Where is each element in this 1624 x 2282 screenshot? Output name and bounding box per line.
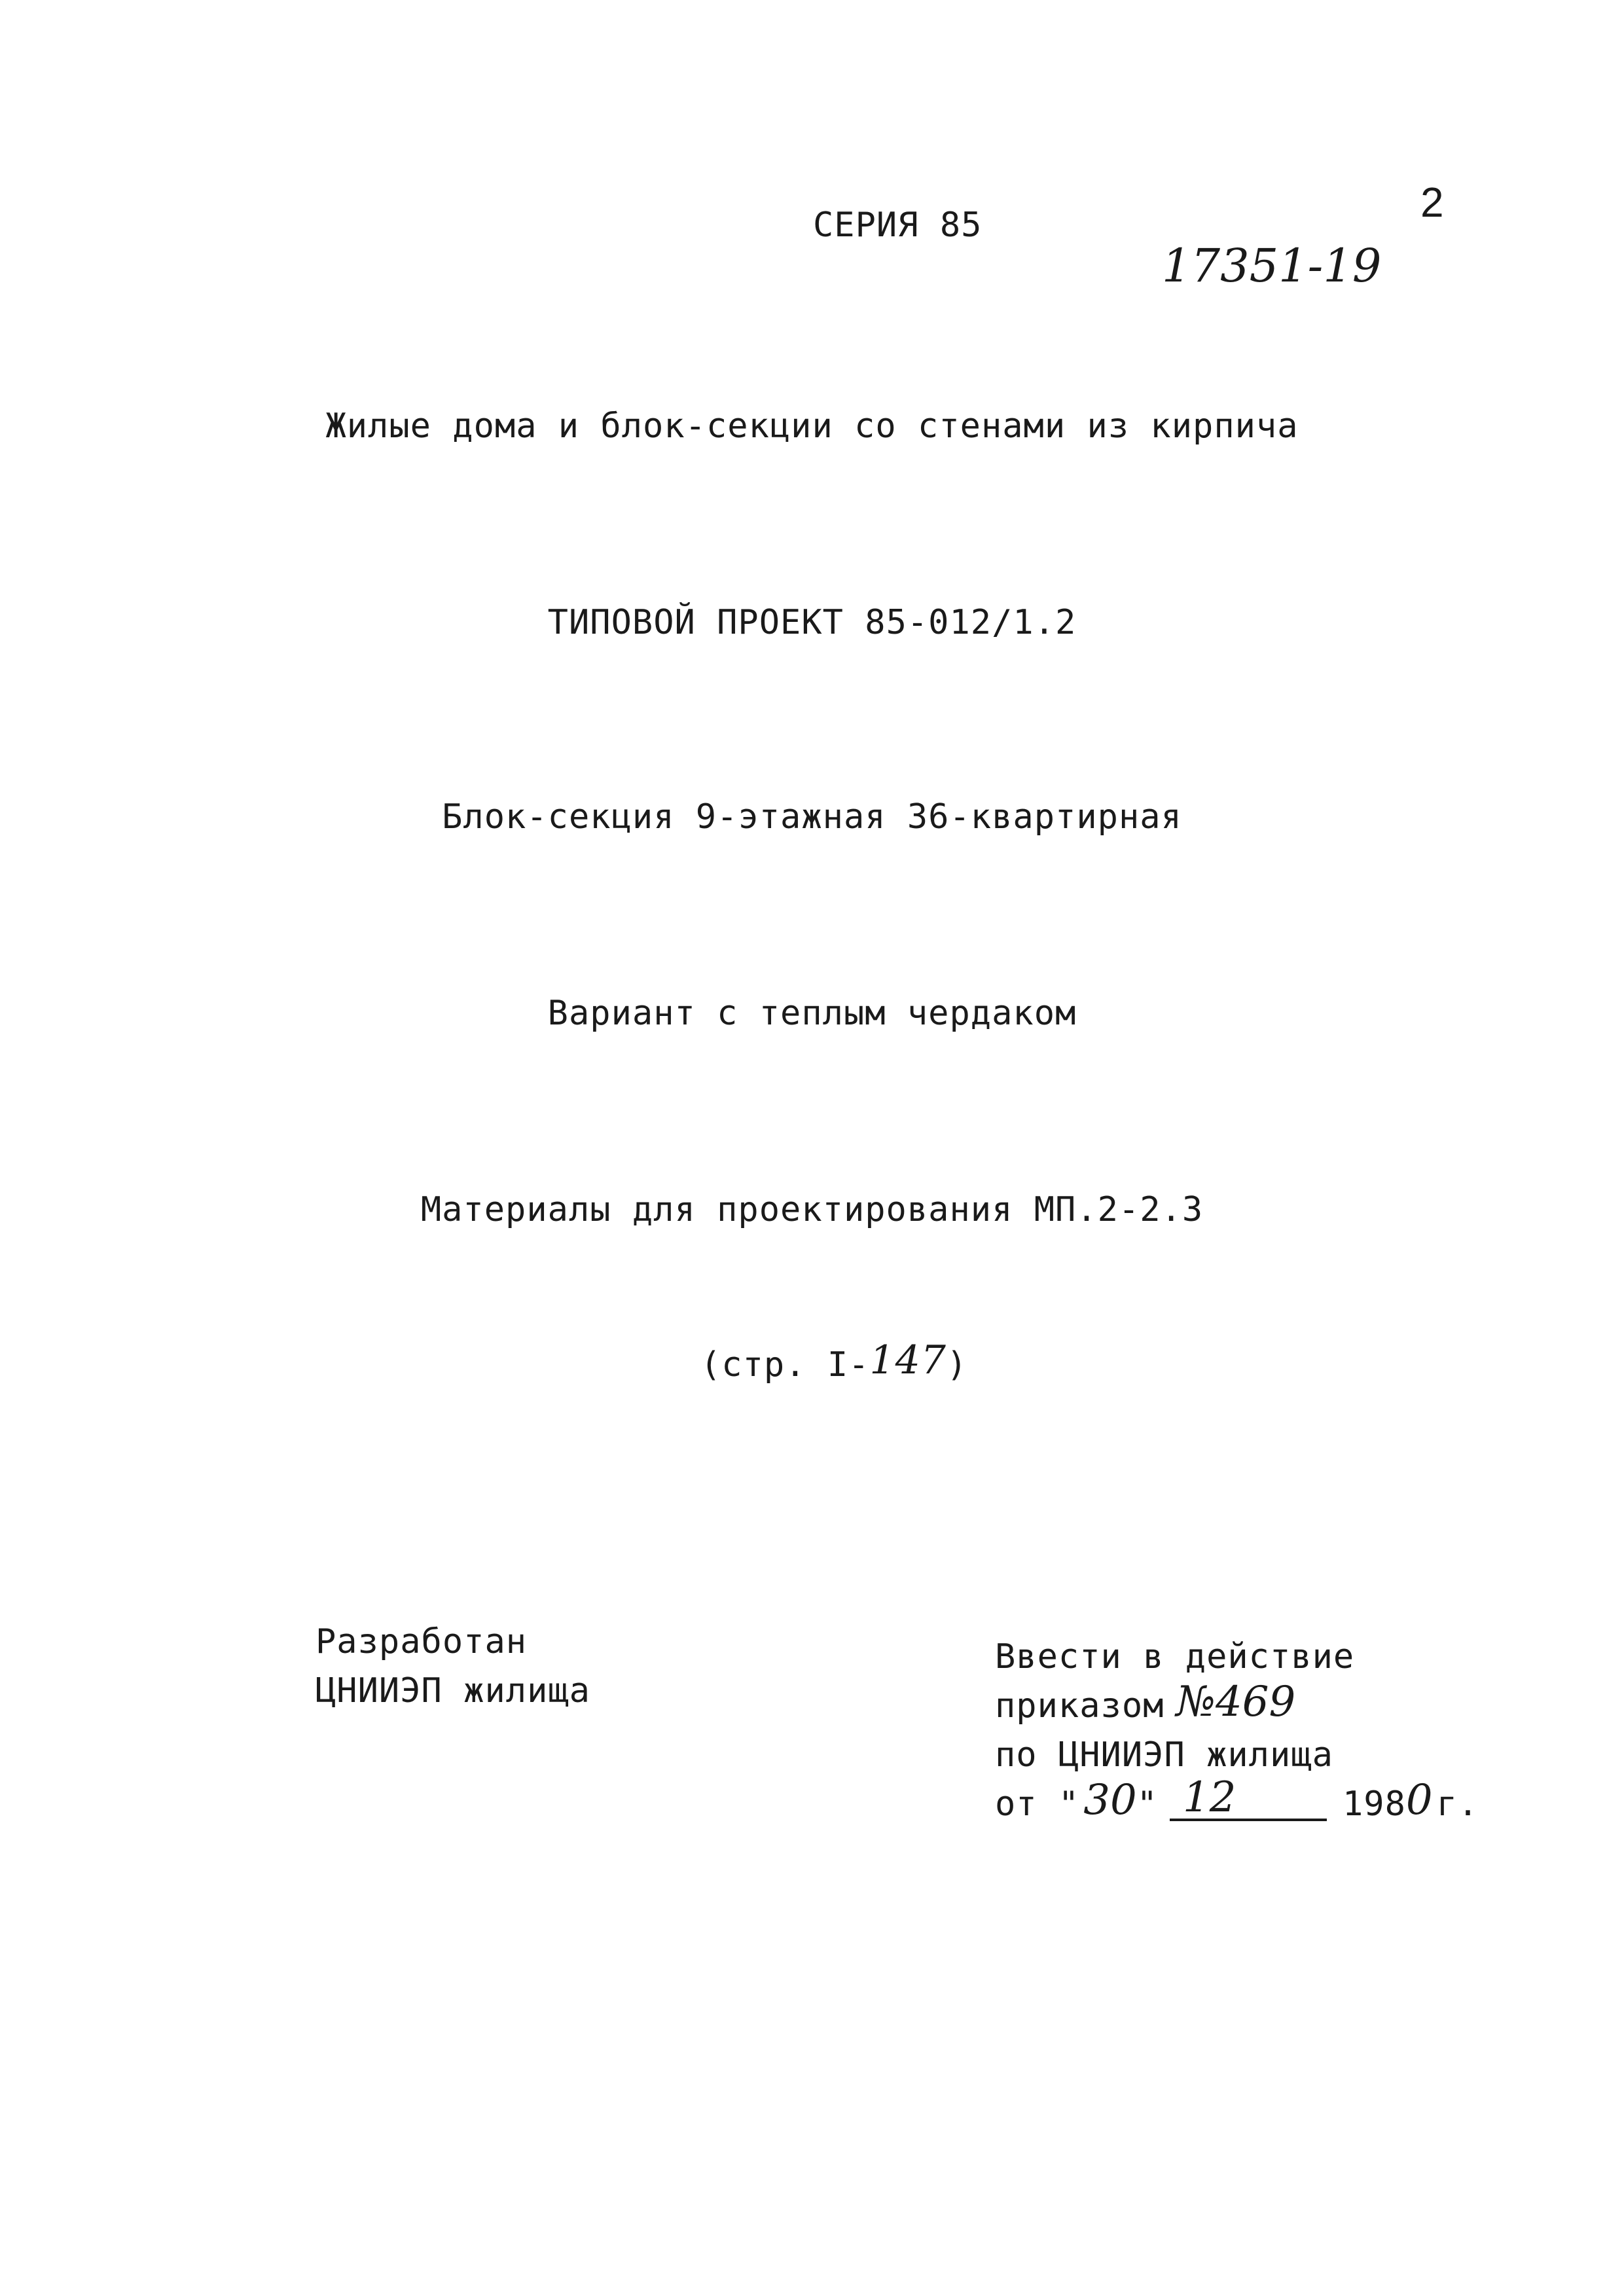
enactment-block: [995, 1625, 1479, 1824]
enactment-line: Ввести в действие: [995, 1637, 1355, 1676]
developed-by-block: [316, 1622, 590, 1723]
developer-organization: ЦНИИЭП жилища: [316, 1671, 590, 1711]
date-month: 12: [1170, 1777, 1327, 1821]
order-number: №469: [1176, 1678, 1296, 1726]
date-day: 30: [1083, 1776, 1137, 1824]
date-quote-close: ": [1136, 1784, 1158, 1824]
developed-label: Разработан: [316, 1622, 528, 1661]
page-range-suffix: ): [946, 1345, 968, 1385]
variant-description: Вариант с теплым чердаком: [547, 994, 1077, 1033]
page-range-prefix: (стр. I-: [700, 1345, 870, 1385]
date-year-suffix: г.: [1436, 1784, 1479, 1824]
materials-description: Материалы для проектирования МП.2-2.3: [420, 1190, 1204, 1229]
series-label: СЕРИЯ 85: [813, 206, 983, 245]
page-range-end: 147: [869, 1337, 947, 1383]
date-year-prefix: 198: [1342, 1784, 1406, 1824]
block-section-description: Блок-секция 9-этажная 36-квартирная: [442, 797, 1182, 837]
date-year-digit: 0: [1405, 1776, 1433, 1824]
page-number: 2: [1420, 179, 1444, 226]
enacting-organization: по ЦНИИЭП жилища: [995, 1735, 1333, 1775]
order-label: приказом: [995, 1686, 1164, 1726]
archive-number: 17351-19: [1162, 239, 1382, 293]
document-subject: Жилые дома и блок-секции со стенами из кирпича: [325, 407, 1299, 446]
date-prefix: от ": [995, 1784, 1080, 1824]
page-range: [700, 1337, 968, 1385]
project-title: ТИПОВОЙ ПРОЕКТ 85-012/1.2: [547, 603, 1077, 642]
